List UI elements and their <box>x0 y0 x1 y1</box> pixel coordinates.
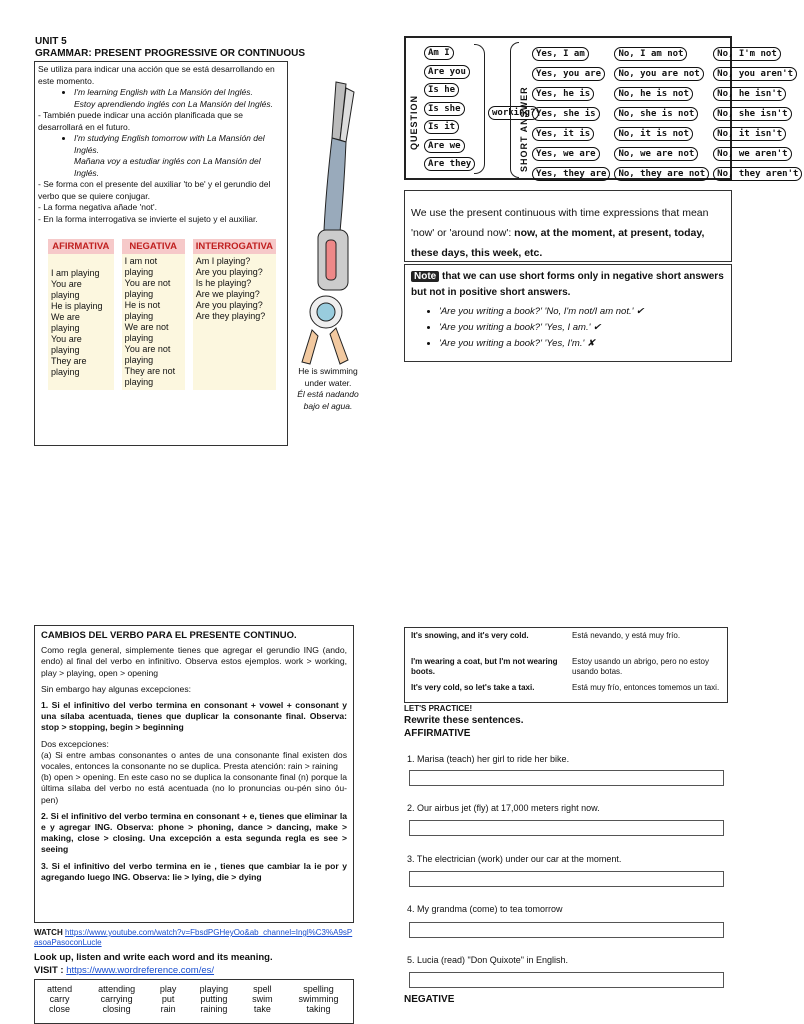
yes-answer-pill: Yes, they are <box>532 167 610 181</box>
answer-label: SHORT ANSWER <box>519 86 529 172</box>
unit-title: UNIT 5 <box>35 36 67 47</box>
time-expressions-box <box>404 190 732 262</box>
practice-instruction: Rewrite these sentences. <box>404 715 524 726</box>
lookup-instruction: Look up, listen and write each word and its meaning. <box>34 952 273 963</box>
practice-affirmative: AFFIRMATIVE <box>404 728 471 739</box>
watch-link[interactable]: https://www.youtube.com/watch?v=FbsdPGHeyOo&ab_channel=Ingl%C3%A9sPasoaPasoconLucle <box>34 928 353 947</box>
example-spanish: Está muy frío, entonces tomemos un taxi. <box>572 683 720 692</box>
time-text-1: We use the present continuous with time expressions that mean 'now' or 'around now': <box>411 207 709 239</box>
answer-row <box>530 62 804 82</box>
no-full-answer-pill: No, I am not <box>614 47 687 61</box>
yes-answer-pill: Yes, it is <box>532 127 594 141</box>
word-cell: rain <box>160 1004 176 1014</box>
no-short-answer-pill: No, it isn't <box>713 127 786 141</box>
header-neg: NEGATIVA <box>122 239 185 254</box>
answer-row <box>530 162 804 182</box>
no-full-answer-pill: No, they are not <box>614 167 709 181</box>
practice-title: LET'S PRACTICE! <box>404 704 473 713</box>
word-cell: play <box>159 984 177 994</box>
yes-answer-pill: Yes, you are <box>532 67 605 81</box>
aff-column: I am playing You are playing He is playing We are playing You are playing They are playing <box>48 254 114 390</box>
word-cell: closing <box>102 1004 131 1014</box>
practice-item-4: 4. My grandma (come) to tea tomorrow <box>407 904 563 914</box>
note-example-3: • 'Are you writing a book?' 'Yes, I'm.' ✘ <box>439 336 725 352</box>
no-short-answer-pill: No, you aren't <box>713 67 797 81</box>
spelling-p7: 2. Si el infinitivo del verbo termina en consonant + e, tienes que eliminar la e y agregar ING. Observa: phone > phoning, dance > dancing, make > making, close > closing. Una excepción a esta segunda regla es see > seeing <box>41 810 347 855</box>
no-full-answer-pill: No, you are not <box>614 67 703 81</box>
spelling-p8: 3. Si el infinitivo del verbo termina en ie , tienes que cambiar la ie por y agregando luego ING. Observa: lie > lying, die > dying <box>41 860 347 882</box>
answer-row <box>530 42 804 62</box>
spelling-p1: Como regla general, simplemente tienes que agregar el gerundio ING (ando, endo) al final del verbo en infinitivo. Observa estos ejemplos. work > working, play > playing, open > opening <box>41 645 347 678</box>
answer-field-1[interactable] <box>409 770 724 786</box>
word-cell: carry <box>49 994 70 1004</box>
word-cell: close <box>49 1004 71 1014</box>
practice-negative: NEGATIVE <box>404 994 455 1005</box>
question-pill: Is she <box>424 102 465 116</box>
note-example-1: • 'Are you writing a book?' 'No, I'm not/I am not.' ✔ <box>439 304 725 320</box>
word-list <box>35 984 353 1014</box>
example-row <box>405 628 727 654</box>
word-list-box <box>34 979 354 1024</box>
word-cell: put <box>161 994 175 1004</box>
word-cell: carrying <box>100 994 133 1004</box>
example-spanish: Está nevando, y está muy frío. <box>572 631 681 640</box>
no-short-answer-pill: No, they aren't <box>713 167 802 181</box>
intro-p4: - La forma negativa añade 'not'. <box>38 202 158 212</box>
question-pill: Are we <box>424 139 465 153</box>
spelling-p2: Sin embargo hay algunas excepciones: <box>41 683 192 694</box>
diver-caption-en: He is swimming under water. <box>298 366 358 388</box>
word-cell: spelling <box>303 984 334 994</box>
word-cell: attend <box>47 984 73 994</box>
answer-field-3[interactable] <box>409 871 724 887</box>
spelling-title: CAMBIOS DEL VERBO PARA EL PRESENTE CONTINUO. <box>41 630 297 641</box>
short-answer-box <box>404 36 799 180</box>
header-int: INTERROGATIVA <box>193 239 276 254</box>
no-short-answer-pill: No, I'm not <box>713 47 781 61</box>
question-pill: Am I <box>424 46 454 60</box>
question-pill: Is it <box>424 120 459 134</box>
word-cell: putting <box>200 994 228 1004</box>
yes-answer-pill: Yes, I am <box>532 47 589 61</box>
answer-field-2[interactable] <box>409 820 724 836</box>
grammar-box <box>34 61 288 446</box>
answer-row <box>530 102 804 122</box>
diver-caption <box>292 366 364 412</box>
question-pill: Is he <box>424 83 459 97</box>
intro-b2a: • I'm studying English tomorrow with La Mansión del Inglés. Mañana voy a estudiar inglés con La Mansión del Inglés. <box>74 133 284 179</box>
question-pill: Are they <box>424 157 475 171</box>
example-row <box>405 654 727 680</box>
yes-answer-pill: Yes, we are <box>532 147 600 161</box>
yes-answer-pill: Yes, she is <box>532 107 600 121</box>
intro-p1: Se utiliza para indicar una acción que se está desarrollando en este momento. <box>38 64 275 86</box>
spelling-p5: (a) Si entre ambas consonantes o antes de una consonante final existen dos vocales, entonces la consonante no se duplica. Presta atención: rain > raining <box>41 749 347 772</box>
conjugation-table <box>40 239 284 390</box>
intro-b1b: Estoy aprendiendo inglés con La Mansión del Inglés. <box>74 98 273 109</box>
note-text-wrap <box>411 269 725 301</box>
word-cell: swim <box>252 994 273 1004</box>
answers-grid <box>530 42 804 182</box>
practice-item-5: 5. Lucia (read) "Don Quixote" in English. <box>407 955 568 965</box>
spelling-box <box>34 625 354 923</box>
no-full-answer-pill: No, he is not <box>614 87 692 101</box>
note-text: that we can use short forms only in negative short answers but not in positive short answers. <box>411 271 724 298</box>
intro-p2: - También puede indicar una acción planificada que se desarrollará en el futuro. <box>38 110 243 132</box>
yes-answer-pill: Yes, he is <box>532 87 594 101</box>
answer-field-4[interactable] <box>409 922 724 938</box>
time-text-2: now, at the moment, at present, today, these days, this week, etc. <box>411 227 705 259</box>
spelling-p6: (b) open > opening. En este caso no se duplica la consonante final (n) porque la última sílaba del verbo no está acentuada (no lo pronuncias ou-pén sino óu-pen) <box>41 772 347 805</box>
diver-caption-es: Él está nadando bajo el agua. <box>297 389 359 411</box>
intro-p3: - Se forma con el presente del auxiliar 'to be' y el gerundio del verbo que se quiere conjugar. <box>38 179 271 201</box>
practice-item-3: 3. The electrician (work) under our car at the moment. <box>407 854 622 864</box>
header-aff: AFIRMATIVA <box>48 239 114 254</box>
spelling-p3: 1. Si el infinitivo del verbo termina en consonant + vowel + consonant y una sílaba acentuada, tienes que duplicar la consonante final. Observa: stop > stopping, begin > beginning <box>41 700 347 733</box>
visit-link[interactable]: https://www.wordreference.com/es/ <box>66 965 215 976</box>
example-english: It's snowing, and it's very cold. <box>411 631 529 640</box>
examples-table-box <box>404 627 728 703</box>
word-row <box>35 1004 353 1014</box>
question-pill: Are you <box>424 65 470 79</box>
note-tag: Note <box>411 271 439 282</box>
watch-line <box>34 928 354 948</box>
word-cell: spell <box>253 984 272 994</box>
note-example-2: • 'Are you writing a book?' 'Yes, I am.' ✔ <box>439 320 725 336</box>
intro-b2b: Mañana voy a estudiar inglés con La Mansión del Inglés. <box>74 156 261 178</box>
practice-item-1: 1. Marisa (teach) her girl to ride her bike. <box>407 754 570 764</box>
note-box <box>404 264 732 362</box>
visit-label: VISIT : <box>34 965 64 976</box>
intro-p5: - En la forma interrogativa se invierte el sujeto y el auxiliar. <box>38 213 258 224</box>
no-short-answer-pill: No, he isn't <box>713 87 786 101</box>
diver-illustration <box>296 80 360 370</box>
answer-row <box>530 122 804 142</box>
word-cell: take <box>253 1004 271 1014</box>
spelling-p4: Dos excepciones: <box>41 738 109 749</box>
int-column: Am I playing? Are you playing? Is he playing? Are we playing? Are you playing? Are they playing? <box>193 254 276 390</box>
word-cell: taking <box>306 1004 331 1014</box>
no-full-answer-pill: No, we are not <box>614 147 698 161</box>
no-short-answer-pill: No, we aren't <box>713 147 791 161</box>
note-examples <box>411 304 725 352</box>
answer-row <box>530 82 804 102</box>
practice-item-2: 2. Our airbus jet (fly) at 17,000 meters right now. <box>407 803 600 813</box>
example-english: It's very cold, so let's take a taxi. <box>411 683 535 692</box>
example-english: I'm wearing a coat, but I'm not wearing boots. <box>411 657 558 676</box>
no-full-answer-pill: No, she is not <box>614 107 698 121</box>
example-row <box>405 680 727 706</box>
question-label-wrap <box>408 78 422 158</box>
answer-row <box>530 142 804 162</box>
example-spanish: Estoy usando un abrigo, pero no estoy usando botas. <box>572 657 709 676</box>
grammar-title: GRAMMAR: PRESENT PROGRESSIVE OR CONTINUOUS <box>35 48 306 59</box>
question-label: QUESTION <box>409 94 419 150</box>
verb-pill: working? <box>488 102 539 120</box>
question-list <box>424 42 475 172</box>
word-cell: swimming <box>298 994 339 1004</box>
word-cell: playing <box>199 984 229 994</box>
word-cell: raining <box>200 1004 228 1014</box>
no-full-answer-pill: No, it is not <box>614 127 692 141</box>
word-row <box>35 994 353 1004</box>
word-row <box>35 984 353 994</box>
word-cell: attending <box>98 984 136 994</box>
watch-label: WATCH <box>34 928 63 937</box>
answer-field-5[interactable] <box>409 972 724 988</box>
question-bracket <box>474 44 485 174</box>
intro-b1a: • I'm learning English with La Mansión del Inglés. Estoy aprendiendo inglés con La Mansión del Inglés. <box>74 87 284 110</box>
examples-table <box>405 628 727 706</box>
neg-column: I am not playing You are not playing He is not playing We are not playing You are not playing They are not playing <box>122 254 185 390</box>
visit-line <box>34 965 214 976</box>
no-short-answer-pill: No, she isn't <box>713 107 791 121</box>
